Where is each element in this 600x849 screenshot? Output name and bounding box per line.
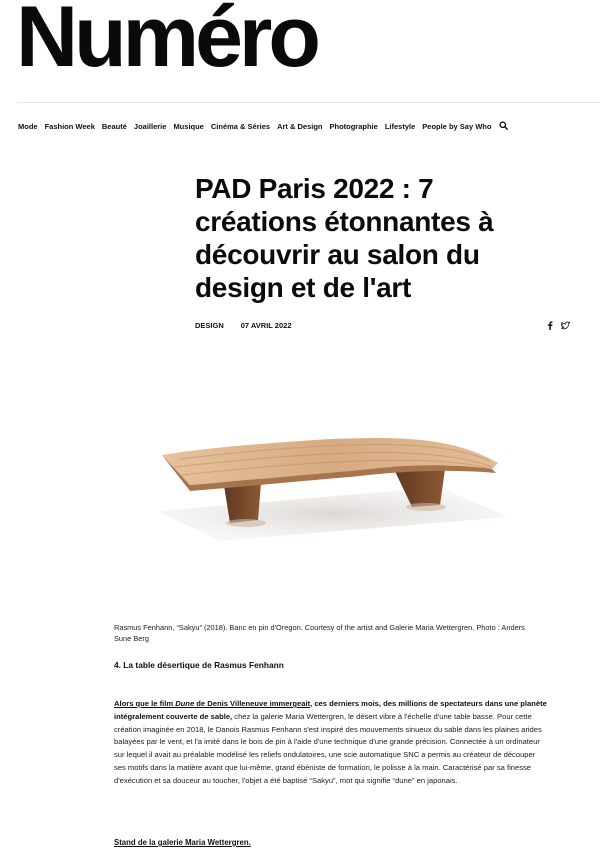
nav-item-mode[interactable]: Mode xyxy=(18,121,38,131)
section-heading: 4. La table désertique de Rasmus Fenhann xyxy=(114,660,284,670)
share-buttons xyxy=(546,321,570,330)
bench-illustration xyxy=(150,425,520,555)
nav-item-art-design[interactable]: Art & Design xyxy=(277,121,323,131)
search-icon[interactable] xyxy=(499,121,509,131)
nav-item-fashion-week[interactable]: Fashion Week xyxy=(44,121,95,131)
nav-item-musique[interactable]: Musique xyxy=(173,121,204,131)
main-nav xyxy=(18,120,509,132)
site-logo[interactable]: Numéro xyxy=(16,0,317,85)
twitter-icon[interactable] xyxy=(561,321,570,330)
film-title: Dune xyxy=(175,699,195,708)
nav-item-photographie[interactable]: Photographie xyxy=(329,121,378,131)
article-title: PAD Paris 2022 : 7 créations étonnantes à découvrir au salon du design et de l'art xyxy=(195,173,494,303)
article-paragraph xyxy=(114,698,548,788)
stand-link[interactable]: Stand de la galerie Maria Wettergren. xyxy=(114,838,251,847)
nav-item-beaute[interactable]: Beauté xyxy=(101,121,127,131)
paragraph-text: chez la galerie Maria Wettergren, le désert vibre à l'échelle d'une table basse. Pour cette création imaginée en 2018, le Danois Rasmus Fenhann s'est inspiré des mouvements sinueux du sable dans les plaines arides balayées par le vent, et l'a imité dans le bois de pin à l'aide d'une technique d'une grande précision. Connectée à un ordinateur sur lequel il avait au préalable modélisé les reliefs ondulatoires, une scie automatique SNC a permis au créateur de découper ses motifs dans la matière avant que lui-même, grand ébéniste de formation, le polisse à la main. Caractérisé par sa finesse d'exécution et sa douceur au toucher, l'objet a été baptisé “Sakyu”, mot qui signifie “dune” en japonais. xyxy=(114,711,542,785)
nav-item-joaillerie[interactable]: Joaillerie xyxy=(133,121,167,131)
nav-item-lifestyle[interactable]: Lifestyle xyxy=(384,121,416,131)
header-divider xyxy=(18,102,600,103)
article-meta xyxy=(195,319,570,331)
article-date: 07 AVRIL 2022 xyxy=(240,320,292,330)
nav-item-cinema-series[interactable]: Cinéma & Séries xyxy=(210,121,271,131)
lead-text-1: Alors que le film xyxy=(114,699,176,708)
lead-bold-text: , ces derniers mois, des millions de spectateurs dans une planète intégralement couverte de sable, xyxy=(114,699,547,721)
article-category[interactable]: DESIGN xyxy=(195,320,224,330)
article-image xyxy=(150,425,520,555)
nav-item-people-by-say-who[interactable]: People by Say Who xyxy=(422,121,492,131)
image-caption: Rasmus Fenhann, “Sakyu” (2018). Banc en pin d'Oregon. Courtesy of the artist and Galerie Maria Wettergren. Photo : Anders Sune Berg xyxy=(114,623,525,643)
lead-link[interactable] xyxy=(114,699,310,708)
facebook-icon[interactable] xyxy=(546,321,555,330)
lead-text-2: de Denis Villeneuve immergeait xyxy=(194,699,311,708)
